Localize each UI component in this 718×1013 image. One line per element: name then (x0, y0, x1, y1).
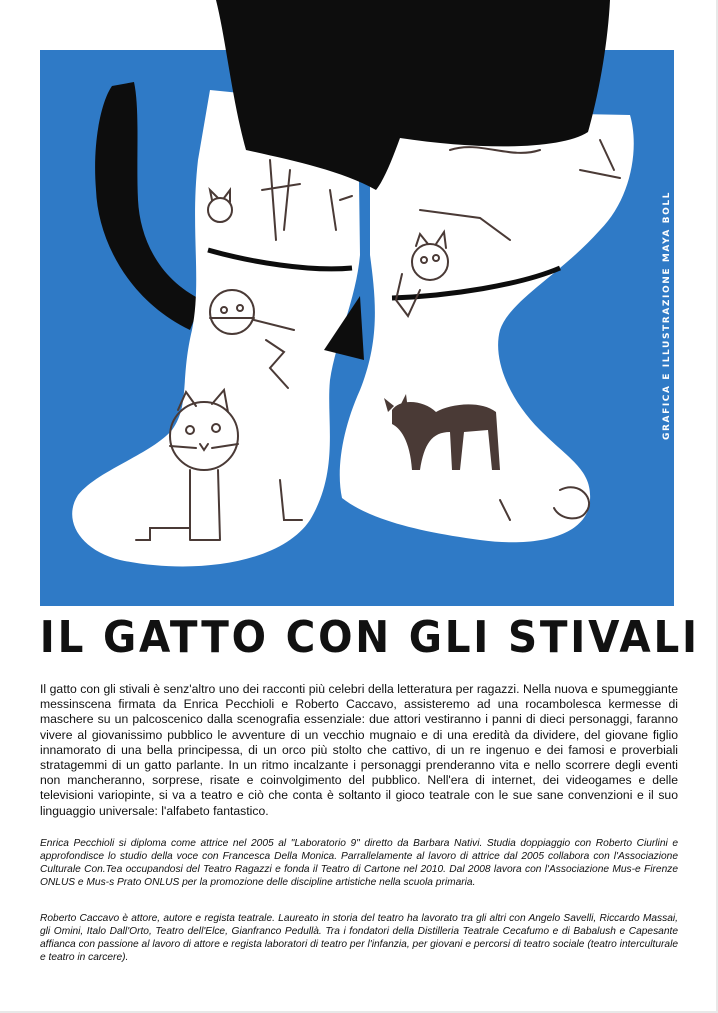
poster-title: IL GATTO CON GLI STIVALI (39, 612, 700, 663)
bio-roberto-caccavo: Roberto Caccavo è attore, autore e regista teatrale. Laureato in storia del teatro ha lavorato tra gli altri con Angelo Savelli, Riccardo Massai, gli Omini, Italo Dall'Orto, Teatro dell'Elce, Gianfranco Pedullà. Tra i fondatori della Distilleria Teatrale Cecafumo e di Babalush e Capesante affianca con passione al lavoro di attore e regista laboratori di teatro per l'infanzia, per giovani e percorsi di teatro sociale (teatro interculturale e teatro in carcere). (40, 913, 678, 963)
bio-enrica-pecchioli: Enrica Pecchioli si diploma come attrice nel 2005 al "Laboratorio 9" diretto da Barbara Nativi. Studia doppiaggio con Roberto Ciurlini e approfondisce lo studio della voce con Francesca Della Monica. Parrallelamente al lavoro di attrice dal 2005 collabora con l'Associazione Culturale Con.Tea occupandosi del Teatro Ragazzi e fonda il Teatro di Cartone nel 2010. Dal 2008 lavora con l'Associazione Mus-e Firenze ONLUS e Mus-s Prato ONLUS per la promozione delle discipline artistiche nella scuola primaria. (40, 838, 678, 888)
poster-illustration (40, 0, 674, 606)
intro-paragraph: Il gatto con gli stivali è senz'altro uno dei racconti più celebri della letteratura per ragazzi. Nella nuova e spumeggiante messinscena firmata da Enrica Pecchioli e Roberto Caccavo, assisteremo ad una rocambolesca kermesse di maschere su un palcoscenico dalla scenografia essenziale: due attori vestiranno i panni di dieci personaggi, faranno vivere al giovanissimo pubblico le avventure di un vecchio mugnaio e di una eredità da dividere, del giovane figlio innamorato di una bella principessa, di un orco più stolto che cattivo, di un re ingenuo e dei famosi e proverbiali stratagemmi di un gatto parlante. In un ritmo incalzante i personaggi prenderanno vita e nello scorrere degli eventi non mancheranno, sorprese, risate e coinvolgimento del pubblico. Nell'era di internet, dei videogames e delle televisioni variopinte, si va a teatro e ciò che conta è soltanto il gioco teatrale con le sue sane convenzioni e il suo linguaggio universale: l'alfabeto fantastico. (40, 682, 678, 818)
illustration-credit: GRAFICA E ILLUSTRAZIONE MAYA BOLL (662, 190, 672, 440)
boots-artwork (40, 0, 674, 606)
